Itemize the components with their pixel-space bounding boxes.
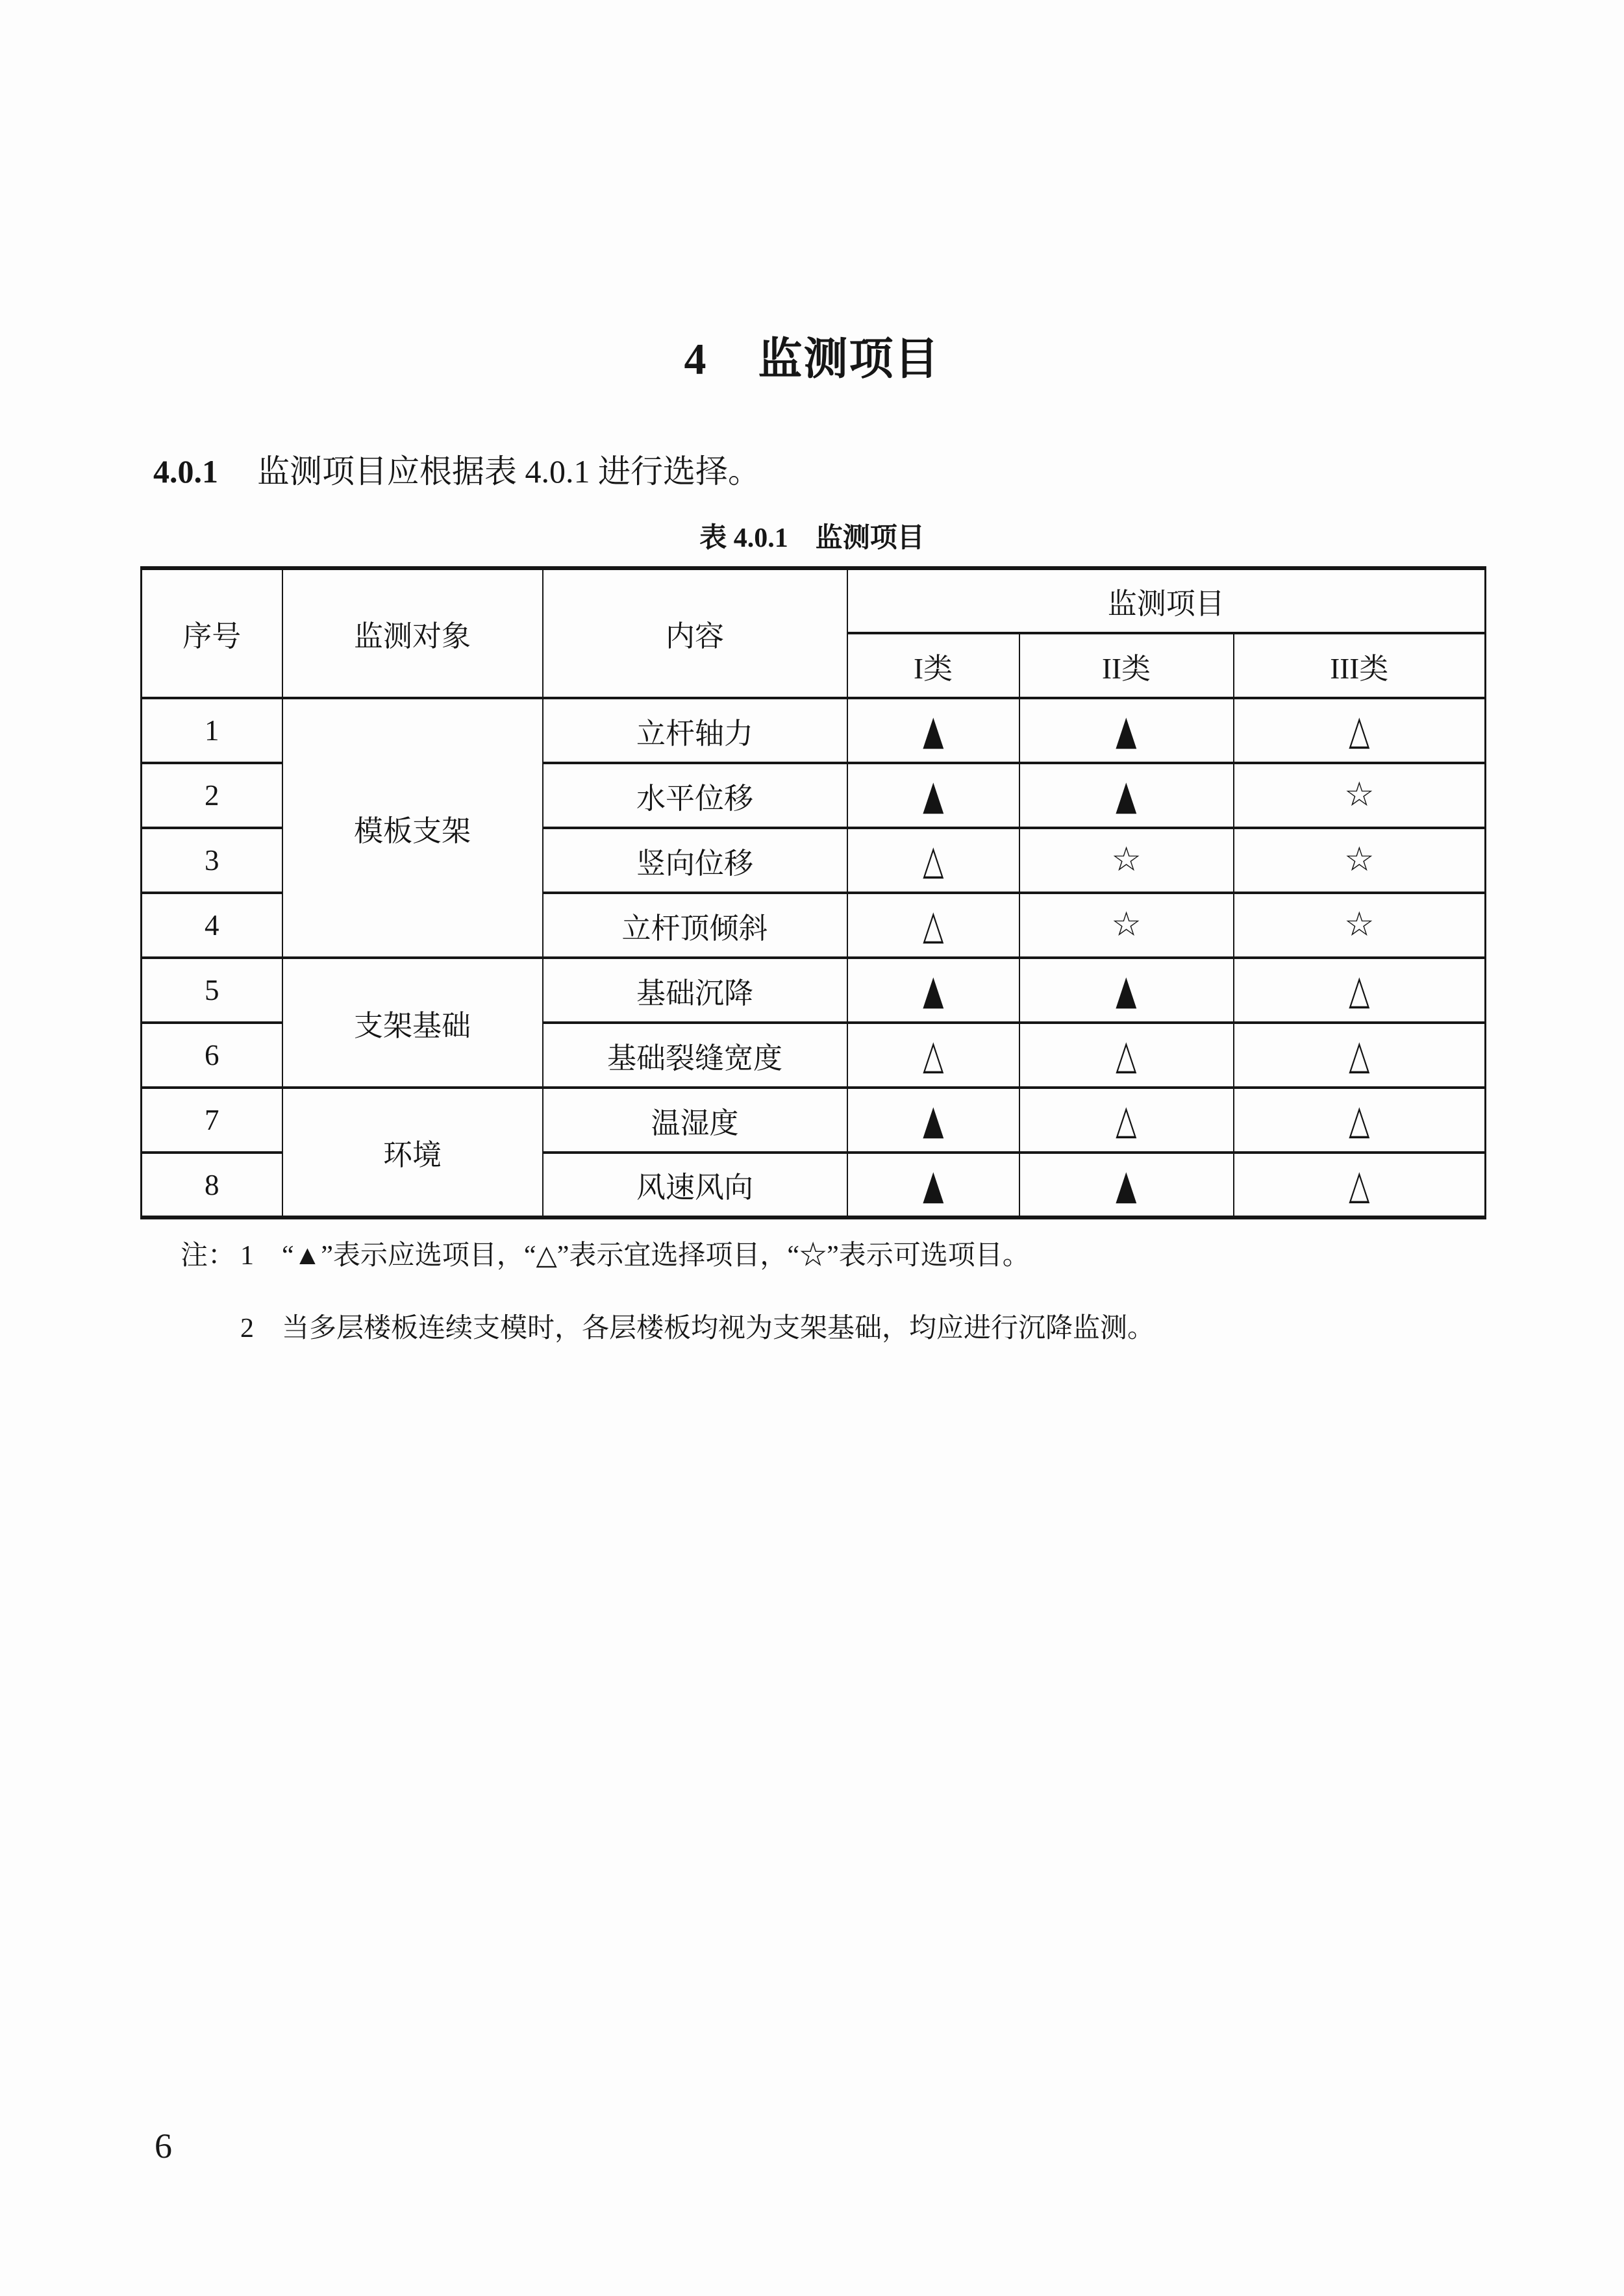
- filled-triangle-symbol: ▲: [922, 1160, 944, 1208]
- cell-content: 温湿度: [543, 1088, 847, 1153]
- filled-triangle-symbol: ▲: [922, 1095, 944, 1143]
- table-header-row-1: [142, 568, 1486, 633]
- cell-class-i: [847, 1023, 1019, 1088]
- clause-paragraph: [153, 452, 1494, 491]
- table-row: [142, 1088, 1486, 1153]
- cell-class-ii: [1019, 698, 1234, 763]
- open-star-symbol: ☆: [1343, 840, 1375, 879]
- cell-class-iii: [1234, 828, 1486, 893]
- note-1-number: 1: [240, 1241, 254, 1271]
- table-caption-number: 表 4.0.1: [699, 523, 788, 553]
- header-object: 监测对象: [282, 568, 543, 698]
- filled-triangle-symbol: ▲: [922, 706, 944, 754]
- filled-triangle-symbol: ▲: [1116, 966, 1137, 1014]
- cell-class-iii: [1234, 763, 1486, 828]
- note-label: 注：: [181, 1241, 236, 1271]
- open-star-symbol: ☆: [1111, 905, 1142, 944]
- open-triangle-symbol: △: [1349, 706, 1370, 754]
- open-triangle-symbol: △: [1349, 1095, 1370, 1143]
- chapter-title-text: 监测项目: [758, 334, 940, 384]
- note-2-text: 当多层楼板连续支模时，各层楼板均视为支架基础，均应进行沉降监测。: [282, 1314, 1155, 1343]
- cell-seq: 5: [142, 958, 282, 1023]
- cell-class-ii: [1019, 1088, 1234, 1153]
- open-triangle-symbol: △: [1116, 1030, 1137, 1079]
- cell-content: 基础裂缝宽度: [543, 1023, 847, 1088]
- open-triangle-symbol: △: [922, 836, 944, 884]
- open-star-symbol: ☆: [1111, 840, 1142, 879]
- cell-class-ii: [1019, 763, 1234, 828]
- cell-class-i: [847, 763, 1019, 828]
- filled-triangle-symbol: ▲: [922, 966, 944, 1014]
- filled-triangle-symbol: ▲: [1116, 1160, 1137, 1208]
- cell-class-iii: [1234, 958, 1486, 1023]
- cell-content: 立杆顶倾斜: [543, 893, 847, 958]
- page-number: 6: [155, 2127, 172, 2165]
- monitoring-table-body: [142, 698, 1486, 1217]
- cell-class-ii: [1019, 1023, 1234, 1088]
- cell-content: 水平位移: [543, 763, 847, 828]
- cell-class-i: [847, 828, 1019, 893]
- open-triangle-symbol: △: [922, 1030, 944, 1079]
- clause-number: 4.0.1: [153, 453, 218, 490]
- cell-content: 基础沉降: [543, 958, 847, 1023]
- open-star-symbol: ☆: [1343, 905, 1375, 944]
- cell-class-i: [847, 1153, 1019, 1217]
- filled-triangle-symbol: ▲: [1116, 771, 1137, 819]
- cell-class-iii: [1234, 698, 1486, 763]
- table-caption: [0, 522, 1624, 555]
- table-row: [142, 698, 1486, 763]
- table-caption-title: 监测项目: [815, 523, 925, 553]
- cell-class-ii: [1019, 893, 1234, 958]
- table-note-1: [181, 1239, 1520, 1273]
- open-triangle-symbol: △: [1349, 1030, 1370, 1079]
- chapter-number: 4: [684, 334, 708, 384]
- header-content: 内容: [543, 568, 847, 698]
- cell-class-ii: [1019, 958, 1234, 1023]
- header-seq: 序号: [142, 568, 282, 698]
- cell-seq: 8: [142, 1153, 282, 1217]
- header-items: 监测项目: [847, 568, 1486, 633]
- open-triangle-symbol: △: [1349, 1160, 1370, 1208]
- cell-class-iii: [1234, 1088, 1486, 1153]
- cell-seq: 6: [142, 1023, 282, 1088]
- cell-class-ii: [1019, 828, 1234, 893]
- filled-triangle-symbol: ▲: [1116, 706, 1137, 754]
- monitoring-table: [140, 566, 1486, 1219]
- note-1-text: “▲”表示应选项目，“△”表示宜选择项目，“☆”表示可选项目。: [282, 1241, 1030, 1271]
- cell-class-iii: [1234, 1023, 1486, 1088]
- table-row: [142, 958, 1486, 1023]
- cell-seq: 1: [142, 698, 282, 763]
- open-star-symbol: ☆: [1343, 775, 1375, 814]
- cell-content: 竖向位移: [543, 828, 847, 893]
- header-class-ii: II类: [1019, 633, 1234, 698]
- cell-class-ii: [1019, 1153, 1234, 1217]
- open-triangle-symbol: △: [922, 901, 944, 949]
- cell-seq: 2: [142, 763, 282, 828]
- chapter-heading: [0, 334, 1624, 384]
- cell-class-i: [847, 958, 1019, 1023]
- cell-class-iii: [1234, 1153, 1486, 1217]
- header-class-iii: III类: [1234, 633, 1486, 698]
- cell-object: 支架基础: [282, 958, 543, 1088]
- cell-seq: 7: [142, 1088, 282, 1153]
- cell-object: 模板支架: [282, 698, 543, 958]
- open-triangle-symbol: △: [1116, 1095, 1137, 1143]
- cell-class-i: [847, 893, 1019, 958]
- open-triangle-symbol: △: [1349, 966, 1370, 1014]
- table-note-2: [181, 1312, 1520, 1346]
- cell-seq: 4: [142, 893, 282, 958]
- cell-content: 风速风向: [543, 1153, 847, 1217]
- header-class-i: I类: [847, 633, 1019, 698]
- cell-class-i: [847, 1088, 1019, 1153]
- cell-content: 立杆轴力: [543, 698, 847, 763]
- cell-class-i: [847, 698, 1019, 763]
- cell-seq: 3: [142, 828, 282, 893]
- cell-class-iii: [1234, 893, 1486, 958]
- note-2-number: 2: [240, 1314, 254, 1343]
- filled-triangle-symbol: ▲: [922, 771, 944, 819]
- clause-text: 监测项目应根据表 4.0.1 进行选择。: [257, 453, 760, 490]
- cell-object: 环境: [282, 1088, 543, 1217]
